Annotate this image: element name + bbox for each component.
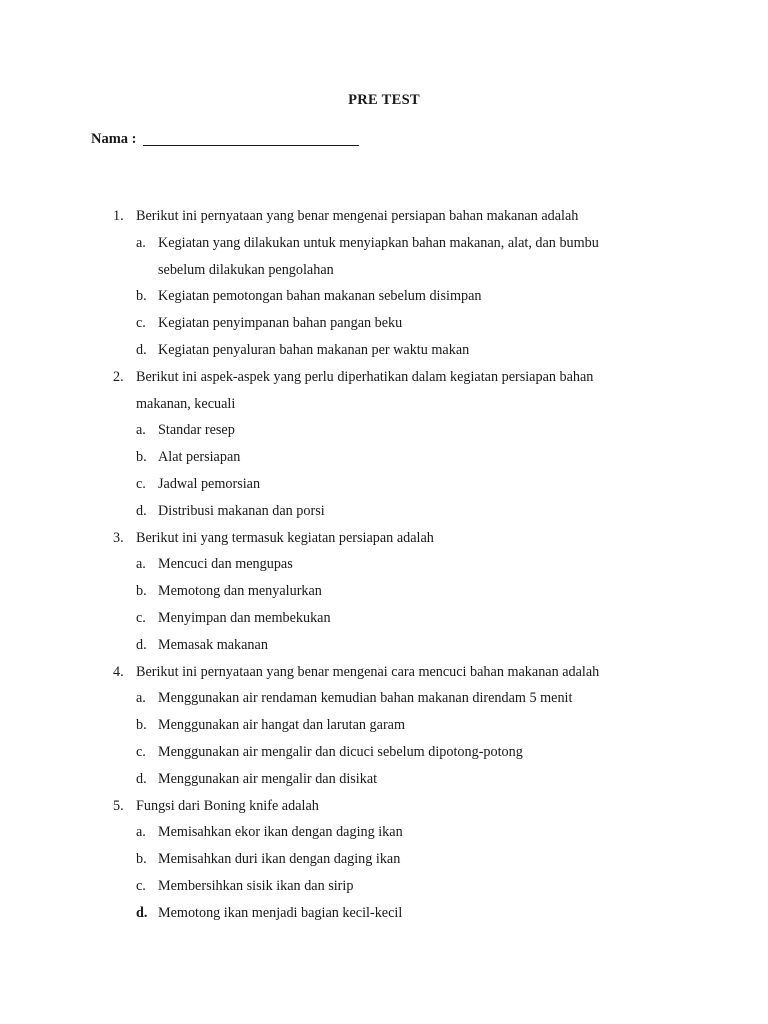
option-letter: d.: [136, 770, 147, 787]
option-letter: b.: [136, 288, 147, 305]
option-letter: a.: [136, 824, 146, 841]
answer-option: [0, 417, 768, 444]
question-text: Fungsi dari Boning knife adalah: [136, 797, 319, 814]
option-letter: c.: [136, 609, 146, 626]
question-number: 1.: [113, 208, 124, 224]
answer-option: [0, 900, 768, 927]
question-item: [0, 203, 768, 230]
answer-option: [0, 766, 768, 793]
option-letter: c.: [136, 475, 146, 492]
option-letter: b.: [136, 449, 147, 466]
answer-option: [0, 337, 768, 364]
answer-option: [0, 444, 768, 471]
option-text: Membersihkan sisik ikan dan sirip: [158, 877, 354, 894]
answer-option: [0, 551, 768, 578]
option-text: Menggunakan air rendaman kemudian bahan makanan direndam 5 menit: [158, 690, 573, 707]
page-title: PRE TEST: [348, 92, 420, 108]
question-number: 4.: [113, 663, 124, 680]
answer-option: [0, 819, 768, 846]
option-text: Mencuci dan mengupas: [158, 556, 293, 573]
option-letter: d.: [136, 904, 148, 921]
answer-option: [0, 685, 768, 712]
answer-option: [0, 605, 768, 632]
answer-option: [0, 873, 768, 900]
question-number: 2.: [113, 368, 124, 385]
option-letter: b.: [136, 717, 147, 734]
question-number: 3.: [113, 529, 124, 546]
option-text: Menggunakan air hangat dan larutan garam: [158, 717, 405, 734]
option-text: Kegiatan penyaluran bahan makanan per waktu makan: [158, 341, 470, 358]
name-field-row: [91, 130, 359, 148]
option-text: Memisahkan ekor ikan dengan daging ikan: [158, 824, 403, 841]
question-text: Berikut ini aspek-aspek yang perlu diperhatikan dalam kegiatan persiapan bahan makanan, kecuali: [136, 368, 594, 412]
option-text: Memisahkan duri ikan dengan daging ikan: [158, 851, 401, 868]
option-letter: a.: [136, 422, 146, 439]
option-letter: a.: [136, 234, 146, 251]
option-letter: d.: [136, 341, 147, 358]
option-text: Kegiatan pemotongan bahan makanan sebelum disimpan: [158, 288, 482, 305]
answer-option: [0, 230, 768, 284]
option-text: Kegiatan yang dilakukan untuk menyiapkan bahan makanan, alat, dan bumbu sebelum dilakukan pengolahan: [158, 234, 599, 278]
answer-option: [0, 632, 768, 659]
option-text: Standar resep: [158, 422, 235, 439]
answer-option: [0, 712, 768, 739]
option-letter: c.: [136, 315, 146, 332]
option-text: Memasak makanan: [158, 636, 268, 653]
option-text: Kegiatan penyimpanan bahan pangan beku: [158, 315, 403, 332]
answer-option: [0, 578, 768, 605]
answer-option: [0, 471, 768, 498]
question-number: 5.: [113, 797, 124, 814]
name-label: Nama :: [91, 131, 137, 147]
option-letter: b.: [136, 583, 147, 600]
answer-option: [0, 846, 768, 873]
option-letter: b.: [136, 851, 147, 868]
answer-option: [0, 283, 768, 310]
option-text: Menggunakan air mengalir dan dicuci sebelum dipotong-potong: [158, 743, 523, 760]
option-text: Menyimpan dan membekukan: [158, 609, 331, 626]
question-list: [0, 203, 768, 927]
answer-option: [0, 498, 768, 525]
question-item: [0, 659, 768, 686]
option-letter: d.: [136, 502, 147, 519]
option-text: Memotong ikan menjadi bagian kecil-kecil: [158, 904, 403, 921]
option-text: Alat persiapan: [158, 449, 241, 466]
answer-option: [0, 310, 768, 337]
answer-option: [0, 739, 768, 766]
name-blank-line: [143, 130, 359, 146]
question-item: [0, 364, 768, 418]
option-letter: c.: [136, 743, 146, 760]
option-text: Memotong dan menyalurkan: [158, 583, 322, 600]
option-text: Menggunakan air mengalir dan disikat: [158, 770, 378, 787]
option-letter: a.: [136, 556, 146, 573]
question-item: [0, 793, 768, 820]
option-text: Jadwal pemorsian: [158, 475, 261, 492]
question-item: [0, 525, 768, 552]
question-text: Berikut ini pernyataan yang benar mengenai cara mencuci bahan makanan adalah: [136, 663, 600, 680]
option-text: Distribusi makanan dan porsi: [158, 502, 325, 519]
question-text: Berikut ini yang termasuk kegiatan persiapan adalah: [136, 529, 434, 546]
question-text: Berikut ini pernyataan yang benar mengenai persiapan bahan makanan adalah: [136, 208, 579, 224]
option-letter: a.: [136, 690, 146, 707]
option-letter: d.: [136, 636, 147, 653]
option-letter: c.: [136, 877, 146, 894]
